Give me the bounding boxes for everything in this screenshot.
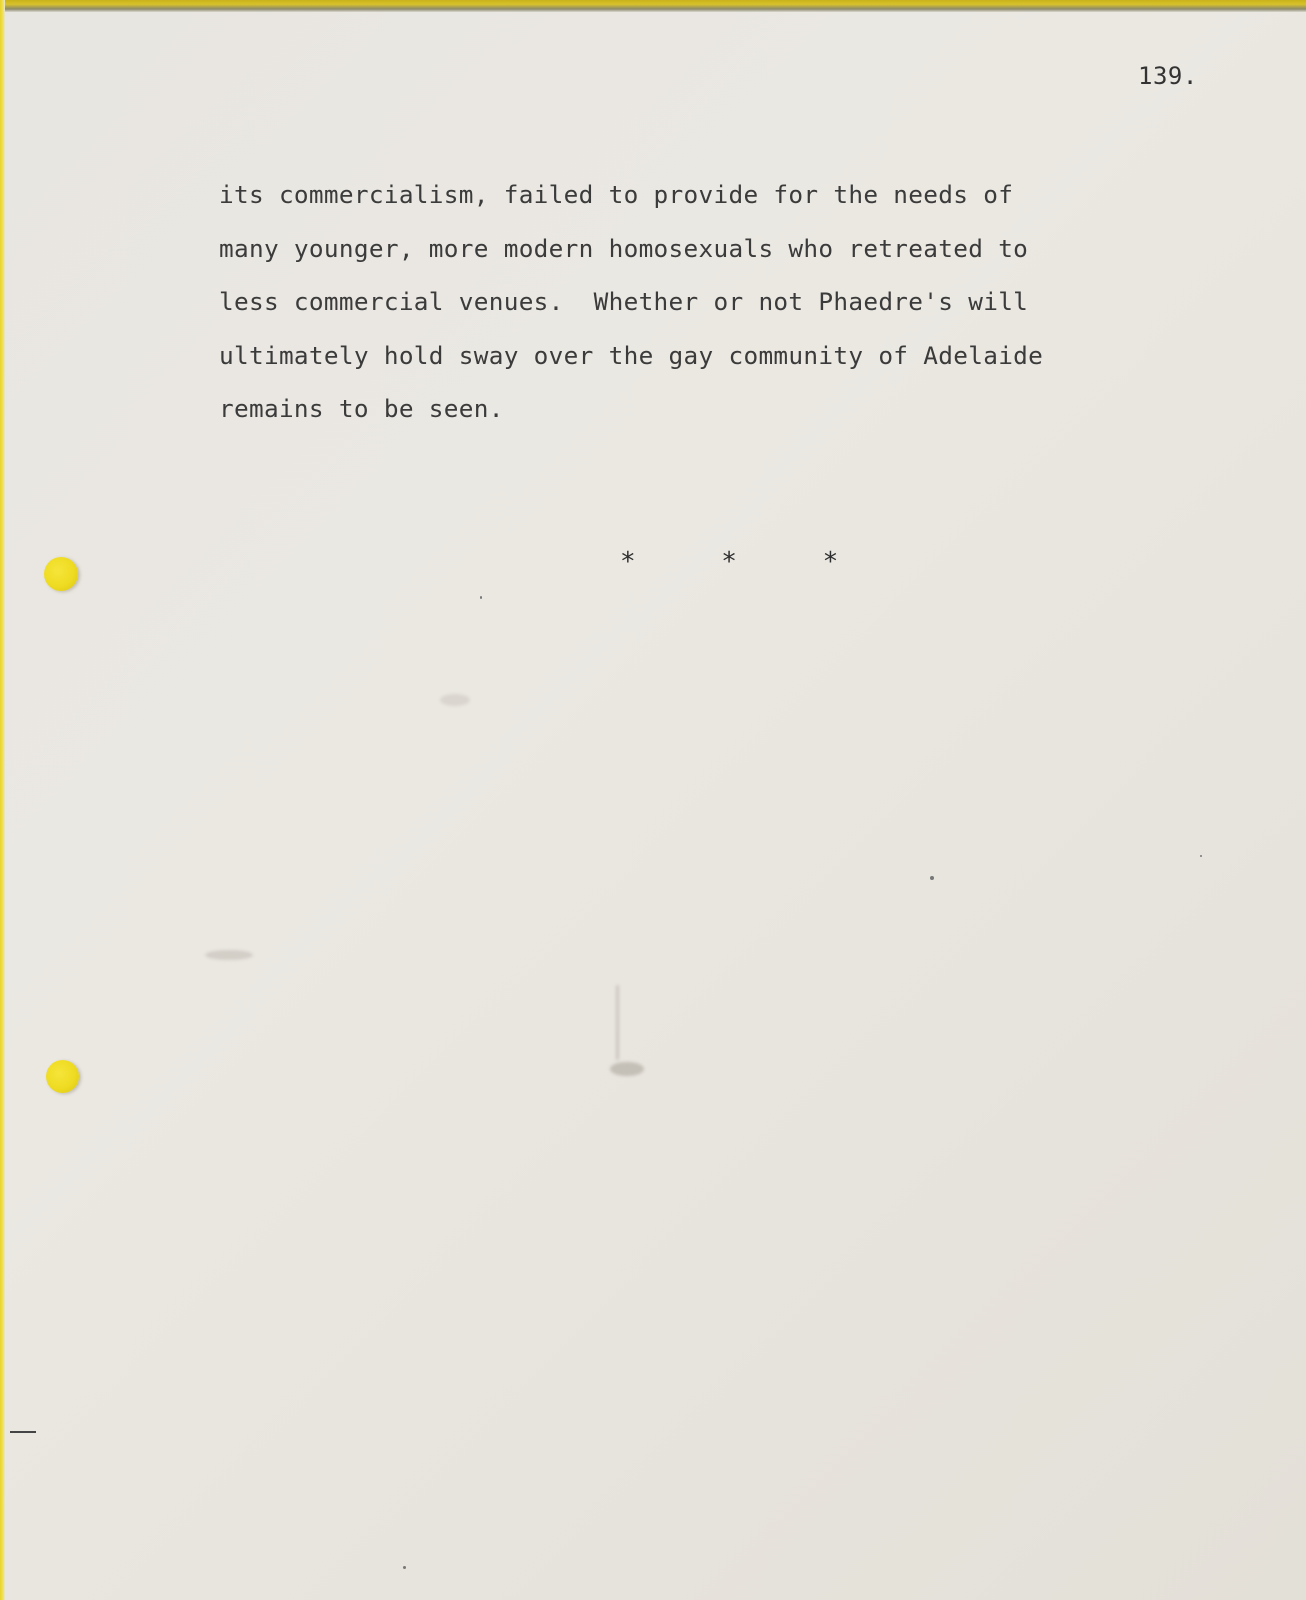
punch-hole-bottom — [46, 1060, 79, 1093]
paper-smudge — [205, 950, 253, 960]
page-number: 139. — [1138, 62, 1198, 90]
binder-top-edge — [0, 0, 1306, 12]
punch-hole-top — [44, 557, 78, 591]
paper-smudge — [610, 1062, 644, 1076]
text-line: remains to be seen. — [219, 394, 504, 424]
text-line: many younger, more modern homosexuals who retreated to — [219, 233, 1029, 263]
paper-speck — [480, 596, 482, 599]
text-line: less commercial venues. Whether or not Phaedre's will — [219, 287, 1029, 317]
paper-smudge — [616, 985, 619, 1060]
body-paragraph — [219, 168, 1119, 436]
section-separator: * * * — [620, 547, 874, 577]
text-line: ultimately hold sway over the gay community of Adelaide — [219, 340, 1044, 370]
paper-speck — [1200, 855, 1202, 857]
margin-mark — [10, 1431, 36, 1433]
binder-left-edge — [0, 0, 5, 1600]
paper-speck — [930, 876, 934, 880]
text-line: its commercialism, failed to provide for the needs of — [219, 180, 1014, 209]
paper-smudge — [440, 694, 470, 706]
paper-speck — [403, 1566, 406, 1569]
